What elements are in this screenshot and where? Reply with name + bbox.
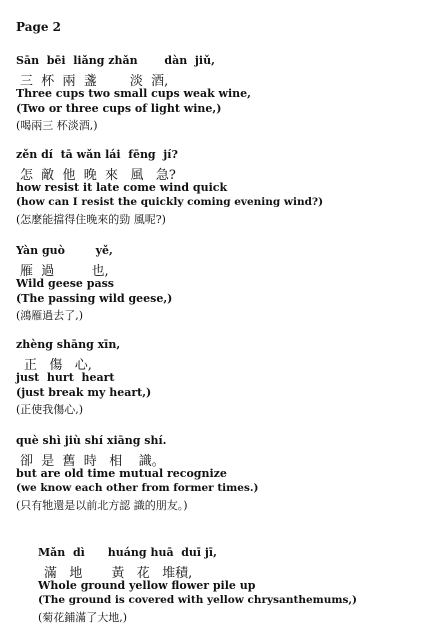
literal-translation: but are old time mutual recognize [16,467,227,480]
free-translation: (Two or three cups of light wine,) [16,102,222,115]
chinese-gloss: (喝兩三 杯淡酒,) [16,119,98,132]
free-translation: (The passing wild geese,) [16,292,173,305]
pinyin-line: Sān bēi liǎng zhǎn dàn jiǔ, [16,54,215,67]
hanzi-line: 雁 過 也, [20,264,109,279]
pinyin-line: què shì jiù shí xiāng shí. [16,434,167,447]
hanzi-line: 正 傷 心, [24,358,92,373]
free-translation: (we know each other from former times.) [16,482,259,494]
pinyin-line: Yàn guò yě, [16,244,113,257]
hanzi-line: 卻 是 舊 時 相 識。 [20,454,165,469]
literal-translation: how resist it late come wind quick [16,181,228,194]
literal-translation: Whole ground yellow flower pile up [38,579,256,592]
hanzi-line: 滿 地 黃 花 堆積, [44,566,193,581]
free-translation: (how can I resist the quickly coming evening wind?) [16,196,324,208]
literal-translation: Wild geese pass [16,277,114,290]
page-label: Page 2 [16,20,62,34]
chinese-gloss: (正使我傷心,) [16,403,84,416]
pinyin-line: zhèng shāng xīn, [16,338,121,351]
chinese-gloss: (菊花鋪滿了大地,) [38,611,128,624]
pinyin-line: zěn dí tā wǎn lái fēng jí? [16,148,178,161]
hanzi-line: 三 杯 兩 盞 淡 酒, [20,74,169,89]
chinese-gloss: (只有牠還是以前北方認 識的朋友。) [16,499,188,512]
literal-translation: just hurt heart [16,371,115,384]
pinyin-line: Mǎn dì huáng huā duī jī, [38,546,217,559]
free-translation: (The ground is covered with yellow chrysanthemums,) [38,594,358,606]
literal-translation: Three cups two small cups weak wine, [16,87,252,100]
chinese-gloss: (怎麼能擋得住晚來的勁 風呢?) [16,213,166,226]
chinese-gloss: (鴻雁過去了,) [16,309,84,322]
hanzi-line: 怎 敵 他 晚 來 風 急? [20,168,176,183]
free-translation: (just break my heart,) [16,386,152,399]
